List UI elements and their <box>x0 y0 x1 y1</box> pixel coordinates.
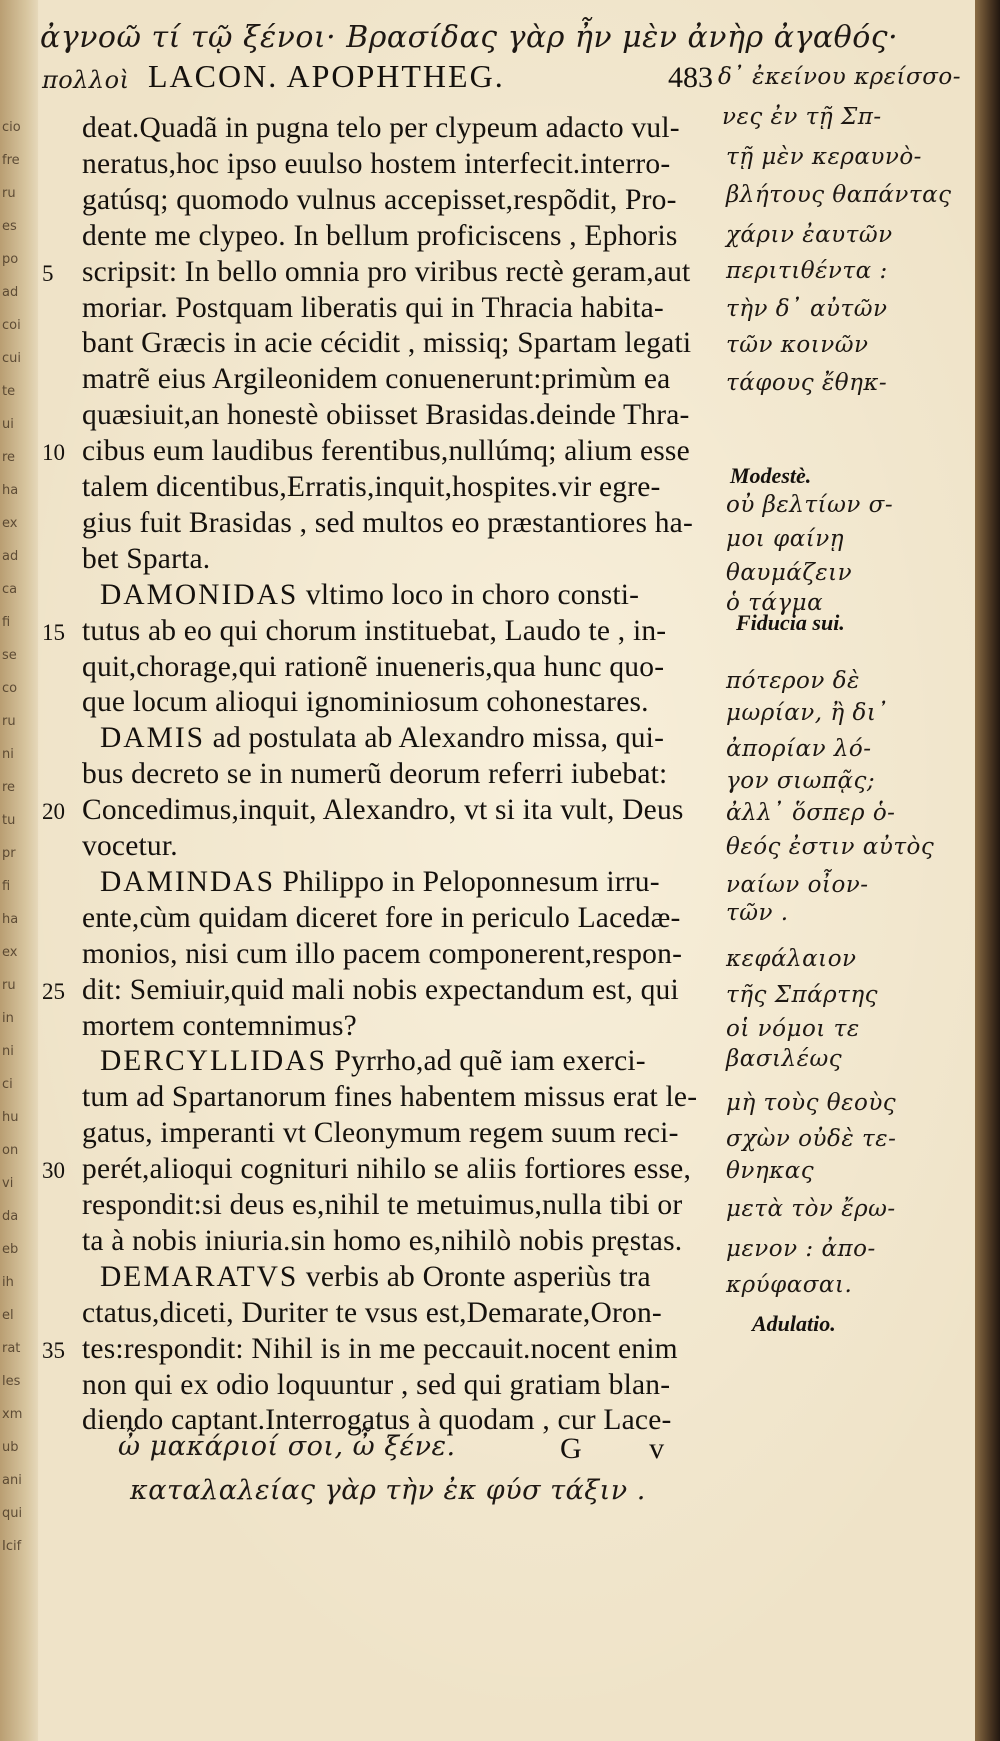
gutter-fragment: ni <box>2 747 14 762</box>
gutter-fragment: hu <box>2 1110 19 1125</box>
gutter-fragment: ha <box>2 912 19 927</box>
gutter-fragment: ih <box>2 1275 14 1290</box>
gutter-fragment: in <box>2 1011 14 1026</box>
gutter-fragment: da <box>2 1209 19 1224</box>
text-line: vocetur. <box>82 830 178 862</box>
gutter-fragment: on <box>2 1143 19 1158</box>
text-line: gatúsq; quomodo vulnus accepisset,respõdit, Pro- <box>82 183 677 216</box>
margin-note-fiducia: Fiducia sui. <box>736 610 845 635</box>
text-line: ente,cùm quidam diceret fore in periculo Lacedæ- <box>82 901 681 934</box>
gutter-fragment: te <box>2 384 16 399</box>
margin-handwriting-line: τῶν κοινῶν <box>726 332 869 358</box>
text-line: perét,alioqui cognituri nihilo se aliis fortiores esse, <box>82 1153 692 1186</box>
margin-handwriting-line: σχὼν οὐδὲ τε- <box>726 1126 897 1152</box>
text-line: mortem contemnimus? <box>82 1009 357 1042</box>
margin-handwriting-line: ναίων οἶον- <box>726 872 869 898</box>
gutter-fragment: el <box>2 1308 14 1323</box>
text-line <box>100 1045 646 1078</box>
gutter-fragment: coi <box>2 318 21 333</box>
margin-handwriting-line: οἱ νόμοι τε <box>726 1016 860 1042</box>
text-line: Concedimus,inquit, Alexandro, vt si ita vult, Deus <box>82 794 684 827</box>
gutter-fragment: cio <box>2 120 21 135</box>
gutter-fragment: cui <box>2 351 21 366</box>
text-line: que locum alioqui ignominiosum cohonestares. <box>82 686 649 719</box>
line-text: verbis ab Oronte asperiùs tra <box>298 1260 651 1293</box>
gutter-fragment: ex <box>2 516 18 531</box>
gutter-fragment: rat <box>2 1341 21 1356</box>
text-line <box>100 722 664 755</box>
margin-handwriting-line: χάριν ἐαυτῶν <box>726 222 893 248</box>
gutter-fragment: ani <box>2 1473 22 1488</box>
gutter-fragment: ad <box>2 549 19 564</box>
header-right-handwriting: δ᾽ ἐκείνου κρείσσο- <box>718 64 962 90</box>
gutter-fragment: fre <box>2 153 20 168</box>
footer-handwriting-1: ὦ μακάριοί σοι, ὦ ξένε. <box>118 1431 456 1462</box>
gutter-fragment: vi <box>2 1176 14 1191</box>
margin-handwriting-line: θεός ἐστιν αὐτὸς <box>726 834 935 860</box>
header-left-handwriting: πολλοὶ <box>42 66 130 94</box>
margin-handwriting-line: τῆς Σπάρτης <box>726 982 879 1008</box>
gutter-fragment: es <box>2 219 17 234</box>
gutter-fragment: re <box>2 450 16 465</box>
text-line: bet Sparta. <box>82 542 211 575</box>
gutter-fragment: ad <box>2 285 19 300</box>
text-line: gatus, imperanti vt Cleonymum regem suum reci- <box>82 1117 679 1150</box>
line-number: 25 <box>42 978 65 1004</box>
gutter-fragment: eb <box>2 1242 19 1257</box>
text-line <box>100 1261 651 1294</box>
text-line: quit,chorage,qui rationẽ inueneris,qua hunc quo- <box>82 650 665 683</box>
gutter-fragment: les <box>2 1374 21 1389</box>
gutter-fragment: qui <box>2 1506 23 1521</box>
margin-handwriting-line: ἀλλ᾽ ὅσπερ ὁ- <box>726 800 896 826</box>
speaker-name: DAMINDAS <box>100 865 275 898</box>
gutter-fragment: ui <box>2 417 14 432</box>
gutter-fragment: Icif <box>2 1539 22 1554</box>
margin-handwriting-line: ὁ τάγμα <box>726 590 824 616</box>
running-title: LACON. APOPHTHEG. <box>148 58 505 94</box>
text-line: neratus,hoc ipso euulso hostem interfecit.interro- <box>82 147 671 180</box>
gutter-fragment: fi <box>2 615 11 630</box>
margin-handwriting-line: ἀπορίαν λό- <box>726 736 872 762</box>
margin-handwriting-line: μὴ τοὺς θεοὺς <box>726 1090 897 1116</box>
text-line: tum ad Spartanorum fines habentem missus erat le- <box>82 1081 698 1114</box>
margin-handwriting-line: τὴν δ᾽ αὐτῶν <box>726 296 888 322</box>
gutter-fragment: ub <box>2 1440 19 1455</box>
margin-handwriting-line: περιτιθέντα : <box>726 258 888 284</box>
text-line: dente me clypeo. In bellum proficiscens , Ephoris <box>82 219 678 252</box>
line-text: vltimo loco in choro consti- <box>298 578 640 611</box>
text-line <box>100 866 660 899</box>
top-handwriting: ἀγνοῶ τί τῷ ξένοι· Βρασίδας γὰρ ἦν μὲν ἀνὴρ ἀγαθός· <box>40 20 899 55</box>
text-line: ctatus,diceti, Duriter te vsus est,Demarate,Oron- <box>82 1296 662 1329</box>
margin-handwriting-line: βλήτους θαπάντας <box>726 182 952 208</box>
margin-note-modeste: Modestè. <box>730 463 812 488</box>
text-line: dit: Semiuir,quid mali nobis expectandum est, qui <box>82 973 679 1006</box>
margin-handwriting-line: νες ἐν τῇ Σπ- <box>722 104 882 130</box>
margin-handwriting-line: μωρίαν, ἢ δι᾽ <box>726 700 889 726</box>
gutter-fragment: ca <box>2 582 18 597</box>
gutter-fragment: po <box>2 252 19 267</box>
page-edge-shadow <box>975 0 1000 1741</box>
margin-handwriting-line: τῶν . <box>726 900 789 926</box>
margin-handwriting-line: τάφους ἔθηκ- <box>726 370 888 396</box>
text-line: monios, nisi cum illo pacem componerent,respon- <box>82 937 683 970</box>
text-line: respondit:si deus es,nihil te metuimus,nulla tibi or <box>82 1189 683 1221</box>
line-text: ad postulata ab Alexandro missa, qui- <box>205 722 665 755</box>
line-number: 15 <box>42 619 65 645</box>
line-number: 5 <box>42 260 54 286</box>
line-text: Philippo in Peloponnesum irru- <box>274 865 660 898</box>
margin-handwriting-line: βασιλέως <box>726 1046 843 1072</box>
gutter-fragment: ni <box>2 1044 14 1059</box>
text-line: bant Græcis in acie cécidit , missiq; Spartam legati <box>82 327 692 360</box>
text-line: moriar. Postquam liberatis qui in Thracia habita- <box>82 291 664 324</box>
line-number: 20 <box>42 799 65 825</box>
gutter-fragment: co <box>2 681 18 696</box>
margin-handwriting-line: κεφάλαιον <box>726 946 857 972</box>
text-line: talem dicentibus,Erratis,inquit,hospites.vir egre- <box>82 471 661 503</box>
margin-handwriting-line: θνηκας <box>726 1158 815 1184</box>
gutter-fragment: ru <box>2 186 16 201</box>
gutter-fragment: re <box>2 780 16 795</box>
gutter-fragment: ci <box>2 1077 13 1092</box>
margin-handwriting-line: γον σιωπᾷς; <box>726 768 876 794</box>
gutter-fragment: ex <box>2 945 18 960</box>
line-number: 30 <box>42 1158 65 1184</box>
gutter-fragment: ha <box>2 483 19 498</box>
gutter-fragment: pr <box>2 846 16 861</box>
page-number: 483 <box>668 61 713 94</box>
line-text: Pyrrho,ad quẽ iam exerci- <box>326 1045 646 1078</box>
footer-handwriting-2: καταλαλείας γὰρ τὴν ἐκ φύσ τάξιν . <box>130 1475 646 1506</box>
text-line: diendo captant.Interrogatus à quodam , cur Lace- <box>82 1404 672 1437</box>
line-number: 35 <box>42 1337 65 1363</box>
gutter-fragment: ru <box>2 714 16 729</box>
text-line: non qui ex odio loquuntur , sed qui gratiam blan- <box>82 1368 671 1401</box>
speaker-name: DAMIS <box>100 722 206 755</box>
gutter-fragment: se <box>2 648 17 663</box>
text-line: quæsiuit,an honestè obiisset Brasidas.deinde Thra- <box>82 399 690 432</box>
text-line: scripsit: In bello omnia pro viribus rectè geram,aut <box>82 255 691 288</box>
text-line <box>100 579 639 612</box>
margin-handwriting-line: μετὰ τὸν ἔρω- <box>726 1196 896 1222</box>
margin-handwriting-line: τῇ μὲν κεραυνὸ- <box>726 144 922 170</box>
gutter-fragment: ru <box>2 978 16 993</box>
text-line: matrẽ eius Argileonidem conuenerunt:primùm ea <box>82 363 671 396</box>
gutter-fragment: tu <box>2 813 16 828</box>
text-line: deat.Quadã in pugna telo per clypeum adacto vul- <box>82 112 680 144</box>
speaker-name: DAMONIDAS <box>100 578 299 611</box>
gutter-fragment: fi <box>2 879 11 894</box>
margin-handwriting-line: πότερον δὲ <box>726 668 860 694</box>
text-line: bus decreto se in numerũ deorum referri iubebat: <box>82 758 668 791</box>
margin-handwriting-line: θαυμάζειν <box>726 560 853 586</box>
margin-handwriting-line: κρύφασαι. <box>726 1272 853 1298</box>
speaker-name: DEMARATVS <box>100 1260 299 1293</box>
text-line: tes:respondit: Nihil is in me peccauit.nocent enim <box>82 1332 678 1365</box>
line-number: 10 <box>42 440 65 466</box>
margin-handwriting-line: μενον : ἀπο- <box>726 1236 876 1262</box>
gutter-fragment: xm <box>2 1407 23 1422</box>
text-line: cibus eum laudibus ferentibus,nullúmq; alium esse <box>82 435 690 468</box>
text-line: gius fuit Brasidas , sed multos eo præstantiores ha- <box>82 506 693 539</box>
margin-handwriting-line: οὐ βελτίων σ- <box>726 492 894 518</box>
margin-note-adulatio: Adulatio. <box>752 1311 836 1336</box>
speaker-name: DERCYLLIDAS <box>100 1045 327 1078</box>
text-line: tutus ab eo qui chorum instituebat, Laudo te , in- <box>82 614 667 647</box>
signature-mark: G v <box>560 1432 695 1465</box>
text-line: ta à nobis iniuria.sin homo es,nihilò nobis pręstas. <box>82 1224 683 1257</box>
margin-handwriting-line: μοι φαίνῃ <box>726 526 845 552</box>
